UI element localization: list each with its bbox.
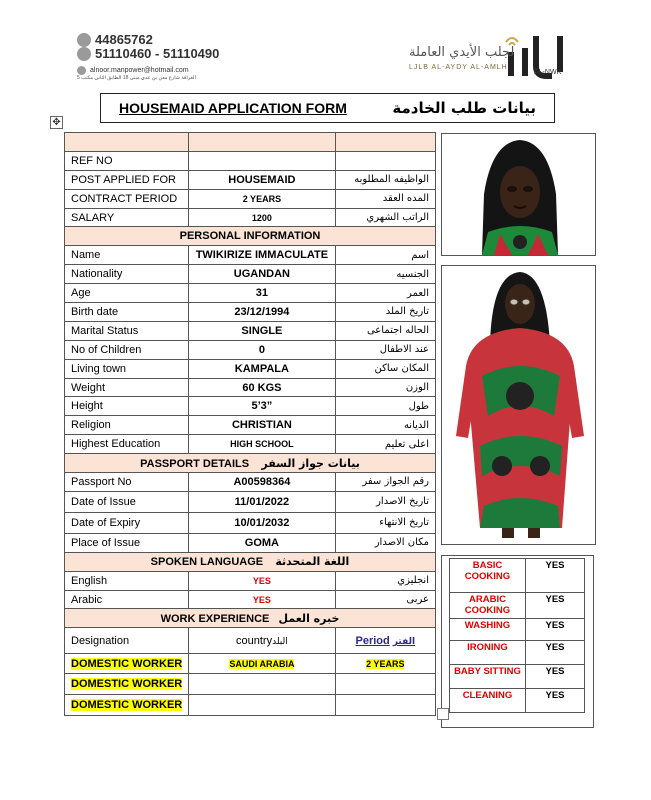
skill-name: WASHING bbox=[450, 619, 526, 641]
table-row bbox=[65, 246, 436, 265]
weight-value: 60 KGS bbox=[189, 378, 335, 397]
birth-date-arabic: تاريخ الملد bbox=[335, 303, 435, 322]
salary-label: SALARY bbox=[65, 208, 189, 227]
table-row bbox=[65, 378, 436, 397]
contract-value: 2 YEARS bbox=[189, 189, 335, 208]
work-period bbox=[335, 695, 435, 716]
skill-row bbox=[450, 641, 585, 665]
table-row bbox=[65, 208, 436, 227]
age-arabic: العمر bbox=[335, 284, 435, 303]
email-text: alnoor.manpower@hotmail.com bbox=[90, 67, 189, 74]
english-arabic: انجليزي bbox=[335, 571, 435, 590]
ref-no-value bbox=[189, 151, 335, 170]
skill-name: IRONING bbox=[450, 641, 526, 665]
weight-label: Weight bbox=[65, 378, 189, 397]
table-row bbox=[65, 189, 436, 208]
height-value: 5’3” bbox=[189, 397, 335, 416]
work-country: SAUDI ARABIA bbox=[229, 658, 295, 669]
skill-value: YES bbox=[526, 689, 585, 713]
period-column-ar: الفتر bbox=[392, 636, 416, 647]
table-row bbox=[65, 473, 436, 492]
name-value: TWIKIRIZE IMMACULATE bbox=[189, 246, 335, 265]
religion-arabic: الديانه bbox=[335, 416, 435, 435]
work-period: 2 YEARS bbox=[366, 658, 405, 669]
post-value: HOUSEMAID bbox=[189, 170, 335, 189]
phone-number-2 bbox=[77, 46, 219, 61]
skill-name: BABY SITTING bbox=[450, 665, 526, 689]
skill-value: YES bbox=[526, 641, 585, 665]
living-town-arabic: المكان ساكن bbox=[335, 359, 435, 378]
table-row bbox=[65, 265, 436, 284]
address-text: الغرافة شارع معن بن عدي مبنى 18 الطابق الثاني مكتب 5 bbox=[77, 75, 196, 81]
ref-no-label: REF NO bbox=[65, 151, 189, 170]
post-label: POST APPLIED FOR bbox=[65, 170, 189, 189]
country-column-en: country bbox=[236, 634, 273, 647]
full-body-photo bbox=[441, 265, 596, 545]
age-label: Age bbox=[65, 284, 189, 303]
table-row bbox=[65, 491, 436, 512]
whatsapp-icon bbox=[77, 47, 91, 61]
table-row bbox=[65, 321, 436, 340]
weight-arabic: الوزن bbox=[335, 378, 435, 397]
arabic-label: Arabic bbox=[65, 590, 189, 609]
table-row bbox=[65, 397, 436, 416]
skill-row bbox=[450, 665, 585, 689]
skill-value: YES bbox=[526, 593, 585, 619]
salary-arabic: الراتب الشهري bbox=[335, 208, 435, 227]
expiry-date-label: Date of Expiry bbox=[65, 512, 189, 533]
skill-name: CLEANING bbox=[450, 689, 526, 713]
resize-handle[interactable] bbox=[437, 708, 449, 720]
table-row bbox=[65, 151, 436, 170]
work-title-ar: خبره العمل bbox=[278, 611, 340, 625]
skill-row bbox=[450, 619, 585, 641]
table-row bbox=[65, 512, 436, 533]
work-designation: DOMESTIC WORKER bbox=[71, 678, 183, 691]
designation-column: Designation bbox=[65, 628, 189, 654]
marital-status-value: SINGLE bbox=[189, 321, 335, 340]
table-row bbox=[65, 435, 436, 454]
education-value: HIGH SCHOOL bbox=[189, 435, 335, 454]
logo-brand-text: AL-NWR bbox=[534, 69, 562, 76]
marital-status-label: Marital Status bbox=[65, 321, 189, 340]
skill-name: ARABIC COOKING bbox=[450, 593, 526, 619]
nationality-value: UGANDAN bbox=[189, 265, 335, 284]
ref-no-arabic bbox=[335, 151, 435, 170]
work-country bbox=[189, 674, 335, 695]
table-row bbox=[65, 590, 436, 609]
birth-date-label: Birth date bbox=[65, 303, 189, 322]
language-title-en: SPOKEN LANGUAGE bbox=[150, 556, 264, 569]
work-row bbox=[65, 674, 436, 695]
children-arabic: عند الاطفال bbox=[335, 340, 435, 359]
religion-label: Religion bbox=[65, 416, 189, 435]
table-row bbox=[65, 359, 436, 378]
salary-value: 1200 bbox=[189, 208, 335, 227]
work-title-en: WORK EXPERIENCE bbox=[160, 612, 270, 625]
email-icon bbox=[77, 66, 86, 75]
english-value: YES bbox=[189, 571, 335, 590]
phone-2-text: 51110460 - 51110490 bbox=[95, 46, 220, 61]
nationality-arabic: الجنسيه bbox=[335, 265, 435, 284]
table-top-row bbox=[65, 133, 436, 152]
table-row bbox=[65, 303, 436, 322]
skill-value: YES bbox=[526, 665, 585, 689]
full-body-photo-image bbox=[442, 266, 595, 544]
birth-date-value: 23/12/1994 bbox=[189, 303, 335, 322]
passport-no-arabic: رقم الجواز سفر bbox=[335, 473, 435, 492]
work-row bbox=[65, 654, 436, 674]
skill-row bbox=[450, 559, 585, 593]
post-arabic: الواظيفه المطلوبه bbox=[335, 170, 435, 189]
passport-title-en: PASSPORT DETAILS bbox=[140, 457, 250, 470]
passport-title-ar: بيانات جواز السفر bbox=[261, 456, 360, 470]
personal-info-title: PERSONAL INFORMATION bbox=[65, 227, 436, 246]
contract-label: CONTRACT PERIOD bbox=[65, 189, 189, 208]
name-label: Name bbox=[65, 246, 189, 265]
expiry-date-arabic: تاريخ الانتهاء bbox=[335, 512, 435, 533]
living-town-label: Living town bbox=[65, 359, 189, 378]
living-town-value: KAMPALA bbox=[189, 359, 335, 378]
logo-english-text: LJLB AL-AYDY AL-AMLH bbox=[409, 64, 508, 71]
portrait-photo bbox=[441, 133, 596, 256]
application-table bbox=[64, 132, 436, 716]
passport-no-value: A00598364 bbox=[189, 473, 335, 492]
table-row bbox=[65, 416, 436, 435]
language-title-ar: اللغة المتحدثة bbox=[275, 555, 350, 569]
skill-name: BASIC COOKING bbox=[450, 559, 526, 593]
table-row bbox=[65, 284, 436, 303]
skill-row bbox=[450, 593, 585, 619]
phone-icon bbox=[77, 33, 91, 47]
skills-table bbox=[449, 558, 585, 713]
work-row bbox=[65, 695, 436, 716]
education-arabic: اعلى تعليم bbox=[335, 435, 435, 454]
arabic-value: YES bbox=[189, 590, 335, 609]
place-of-issue-label: Place of Issue bbox=[65, 533, 189, 552]
email-row bbox=[77, 66, 189, 75]
work-period bbox=[335, 674, 435, 695]
age-value: 31 bbox=[189, 284, 335, 303]
country-column bbox=[189, 628, 335, 654]
portrait-photo-image bbox=[442, 134, 595, 255]
english-label: English bbox=[65, 571, 189, 590]
height-label: Height bbox=[65, 397, 189, 416]
issue-date-label: Date of Issue bbox=[65, 491, 189, 512]
personal-info-header bbox=[65, 227, 436, 246]
skill-value: YES bbox=[526, 559, 585, 593]
passport-no-label: Passport No bbox=[65, 473, 189, 492]
title-arabic: بيانات طلب الخادمة bbox=[392, 99, 536, 117]
work-columns-row bbox=[65, 628, 436, 654]
issue-date-arabic: تاريخ الاصدار bbox=[335, 491, 435, 512]
arabic-arabic: عربى bbox=[335, 590, 435, 609]
period-column bbox=[335, 628, 435, 654]
country-column-ar: البلد bbox=[272, 636, 288, 647]
place-of-issue-value: GOMA bbox=[189, 533, 335, 552]
phone-1-text: 44865762 bbox=[95, 32, 153, 47]
work-designation: DOMESTIC WORKER bbox=[71, 657, 183, 670]
children-label: No of Children bbox=[65, 340, 189, 359]
height-arabic: طول bbox=[335, 397, 435, 416]
phone-number-1 bbox=[77, 32, 153, 47]
table-row bbox=[65, 571, 436, 590]
expiry-date-value: 10/01/2032 bbox=[189, 512, 335, 533]
name-arabic: اسم bbox=[335, 246, 435, 265]
period-column-en: Period bbox=[355, 634, 390, 647]
issue-date-value: 11/01/2022 bbox=[189, 491, 335, 512]
contract-arabic: المده العقد bbox=[335, 189, 435, 208]
marital-status-arabic: الحاله اجتماعى bbox=[335, 321, 435, 340]
title-english: HOUSEMAID APPLICATION FORM bbox=[119, 100, 347, 116]
nationality-label: Nationality bbox=[65, 265, 189, 284]
work-experience-header bbox=[65, 609, 436, 628]
logo-arabic-text: لجلب الأيدي العاملة bbox=[409, 45, 515, 60]
table-move-handle-icon[interactable]: ✥ bbox=[50, 116, 63, 129]
work-designation: DOMESTIC WORKER bbox=[71, 699, 183, 712]
religion-value: CHRISTIAN bbox=[189, 416, 335, 435]
children-value: 0 bbox=[189, 340, 335, 359]
table-row bbox=[65, 533, 436, 552]
table-row bbox=[65, 340, 436, 359]
skill-value: YES bbox=[526, 619, 585, 641]
education-label: Highest Education bbox=[65, 435, 189, 454]
form-title bbox=[100, 93, 555, 123]
passport-header bbox=[65, 454, 436, 473]
work-country bbox=[189, 695, 335, 716]
table-row bbox=[65, 170, 436, 189]
place-of-issue-arabic: مكان الاصدار bbox=[335, 533, 435, 552]
skill-row bbox=[450, 689, 585, 713]
language-header bbox=[65, 552, 436, 571]
